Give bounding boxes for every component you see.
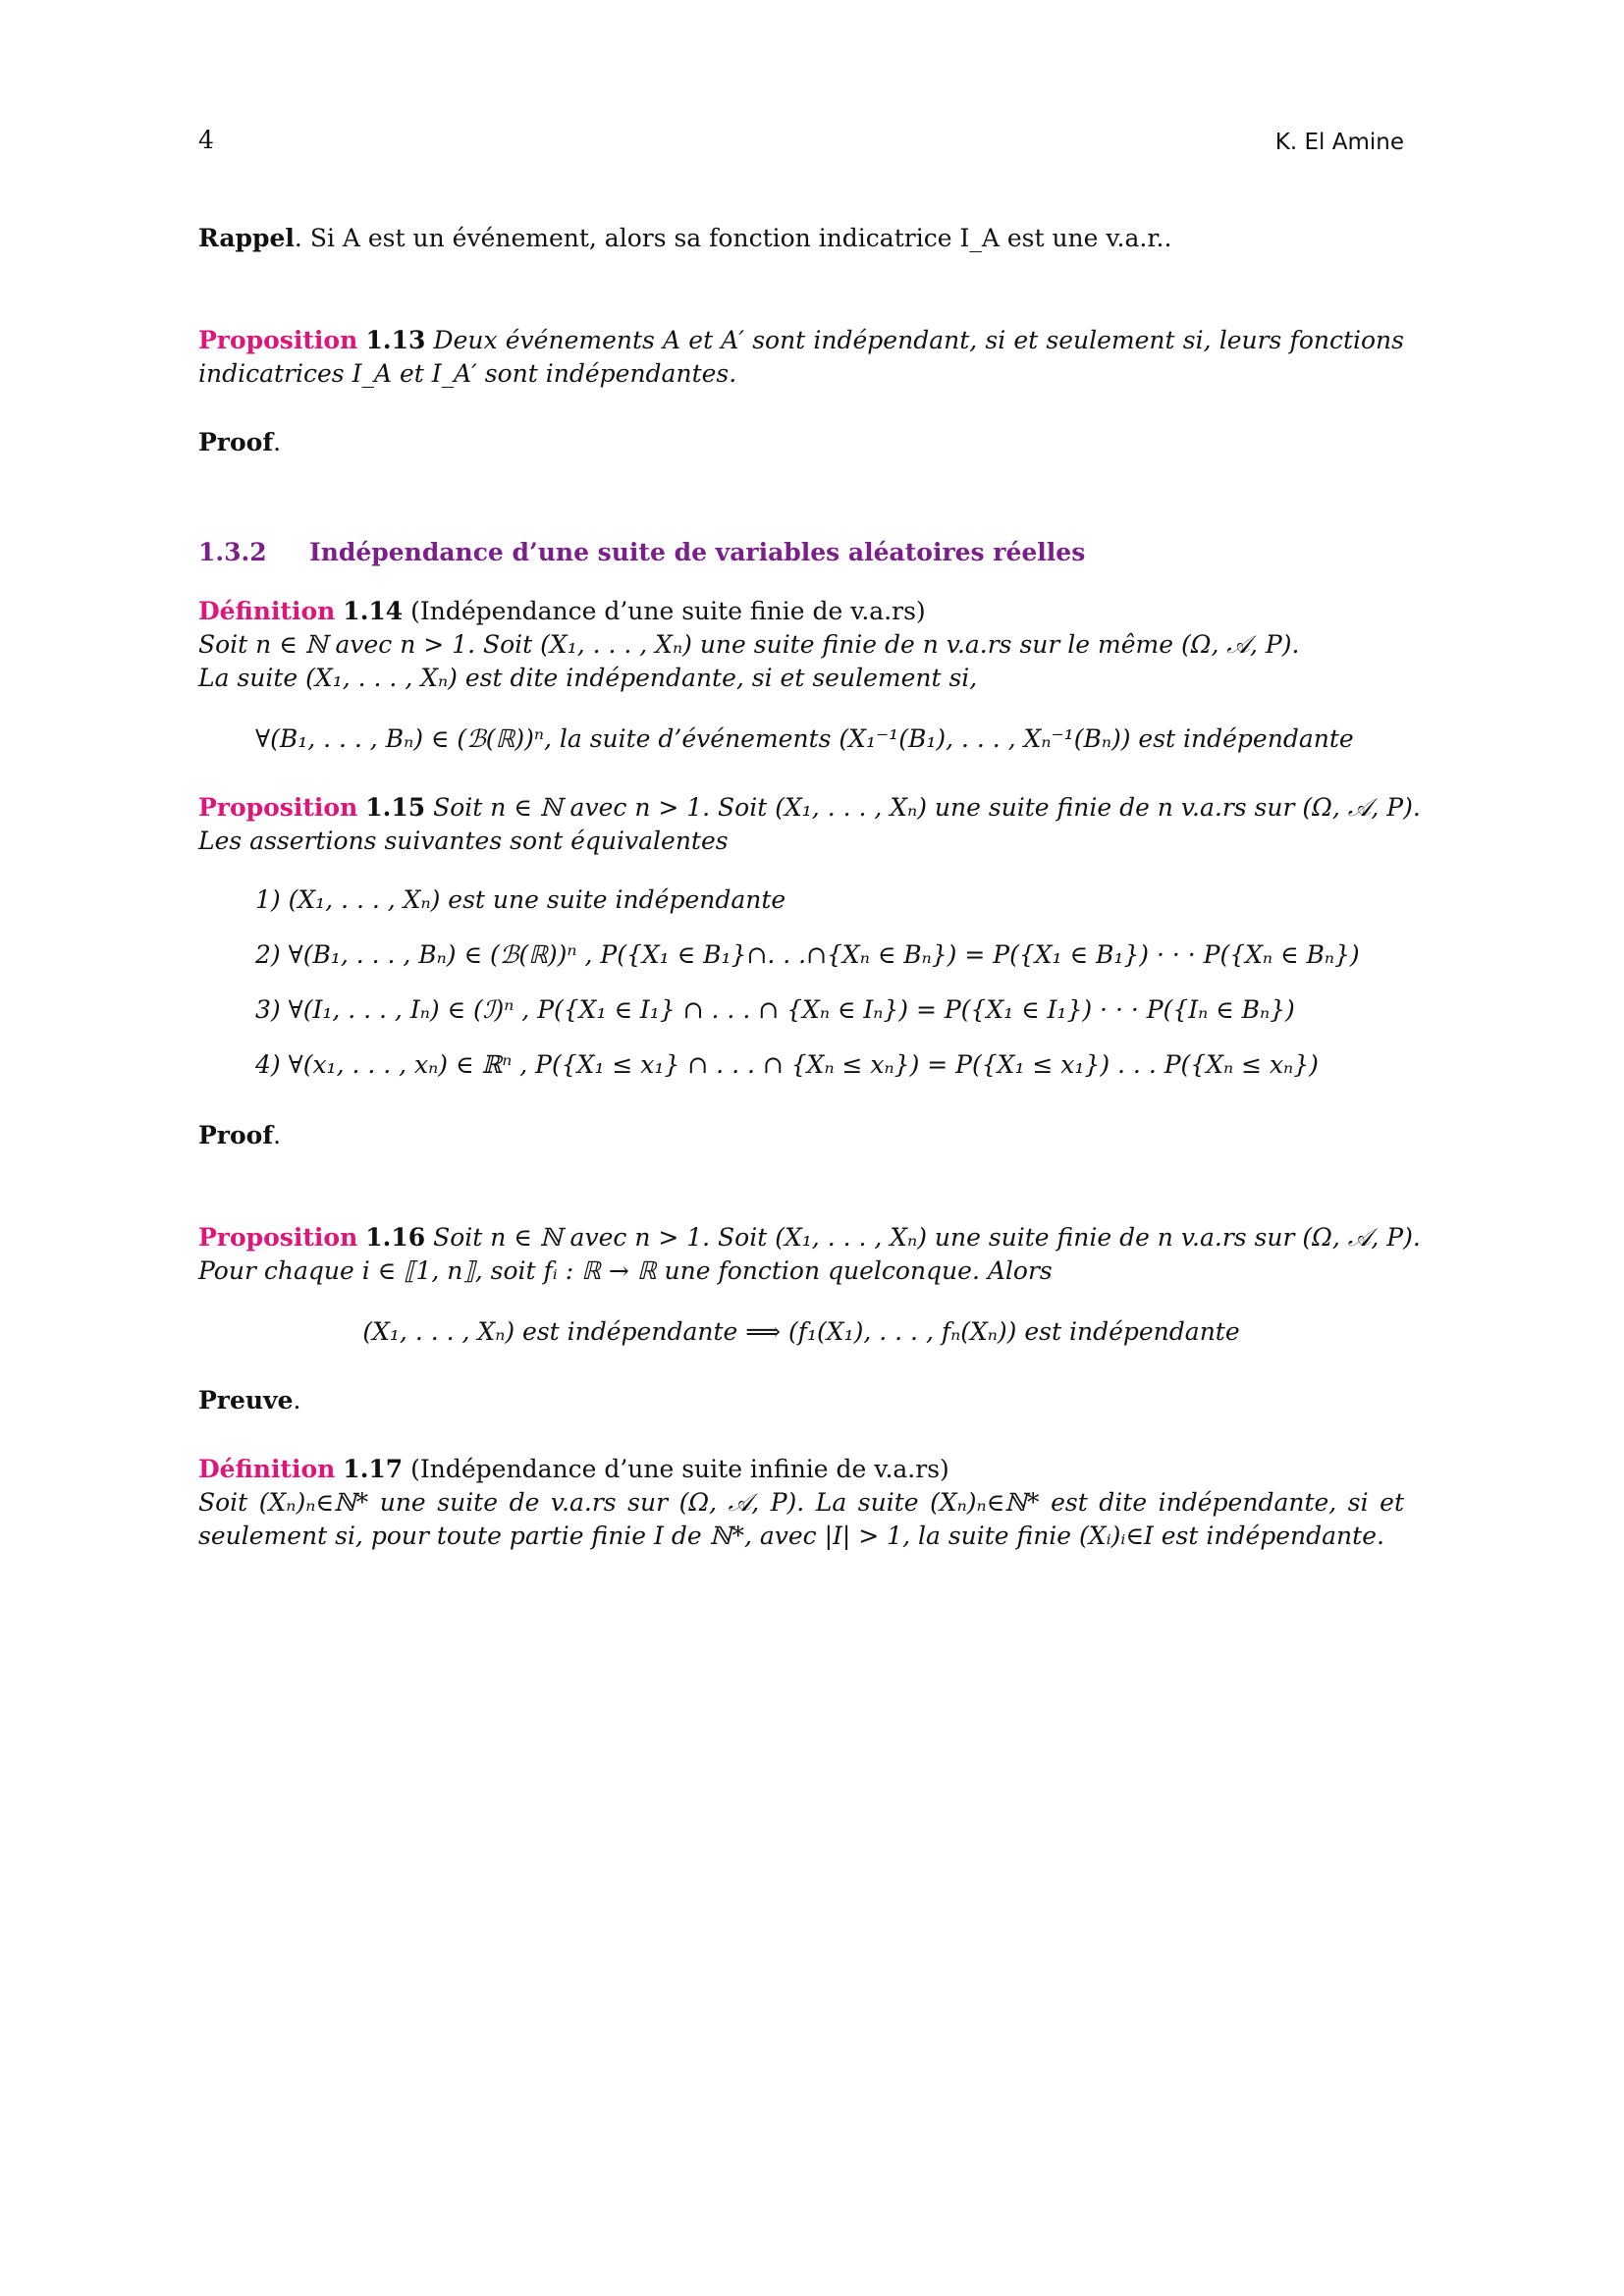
def-1-14-display: ∀(B₁, . . . , Bₙ) ∈ (ℬ(ℝ))ⁿ, la suite d’événements (X₁⁻¹(B₁), . . . , Xₙ⁻¹(Bₙ)) est indépendante xyxy=(255,724,1354,753)
prop-1-16-text1: Soit n ∈ ℕ avec n > 1. Soit (X₁, . . . , Xₙ) une suite finie de n v.a.rs sur (Ω, 𝒜, P). xyxy=(433,1223,1421,1252)
section-title: Indépendance d’une suite de variables aléatoires réelles xyxy=(309,538,1086,566)
prop-1-13-label: Proposition xyxy=(198,326,358,354)
rappel-text: . Si A est un événement, alors sa fonction indicatrice I_A est une v.a.r.. xyxy=(294,224,1172,252)
prop-1-15-text1: Soit n ∈ ℕ avec n > 1. Soit (X₁, . . . , Xₙ) une suite finie de n v.a.rs sur (Ω, 𝒜, P). xyxy=(433,793,1421,822)
prop-1-16-label: Proposition xyxy=(198,1223,358,1252)
def-1-17-number: 1.17 xyxy=(343,1455,404,1483)
prop-1-16-line2: Pour chaque i ∈ ⟦1, n⟧, soit fᵢ : ℝ → ℝ une fonction quelconque. Alors xyxy=(198,1256,1053,1285)
def-1-17-heading xyxy=(198,1453,949,1486)
preuve-dot: . xyxy=(293,1386,301,1415)
def-1-14-label: Définition xyxy=(198,597,336,625)
proof-2-label: Proof xyxy=(198,1121,274,1149)
def-1-14-line1: Soit n ∈ ℕ avec n > 1. Soit (X₁, . . . , Xₙ) une suite finie de n v.a.rs sur le même (Ω, 𝒜, P). xyxy=(198,630,1300,659)
prop-1-15-item-4: 4) ∀(x₁, . . . , xₙ) ∈ ℝⁿ , P({X₁ ≤ x₁} ∩ . . . ∩ {Xₙ ≤ xₙ}) = P({X₁ ≤ x₁}) . . . P({Xₙ ≤ xₙ}) xyxy=(255,1050,1319,1079)
rappel-paragraph xyxy=(198,222,1171,255)
def-1-14-heading xyxy=(198,595,926,628)
proof-1-dot: . xyxy=(273,428,282,456)
prop-1-15-label: Proposition xyxy=(198,793,358,822)
page-number: 4 xyxy=(198,126,214,154)
def-1-14-title: (Indépendance d’une suite finie de v.a.rs) xyxy=(410,597,926,625)
def-1-17-line1: Soit (Xₙ)ₙ∈ℕ* une suite de v.a.rs sur (Ω, 𝒜, P). La suite (Xₙ)ₙ∈ℕ* est dite indépendante, si et xyxy=(198,1488,1404,1517)
def-1-17-line2: seulement si, pour toute partie finie I de ℕ*, avec |I| > 1, la suite finie (Xᵢ)ᵢ∈I est indépendante. xyxy=(198,1522,1384,1550)
preuve-label: Preuve xyxy=(198,1386,294,1415)
prop-1-13-text2: indicatrices I_A et I_A′ sont indépendantes. xyxy=(198,359,737,388)
def-1-14-line2: La suite (X₁, . . . , Xₙ) est dite indépendante, si et seulement si, xyxy=(198,664,978,692)
proof-2-dot: . xyxy=(273,1121,282,1149)
prop-1-16-display: (X₁, . . . , Xₙ) est indépendante ⟹ (f₁(X₁), . . . , fₙ(Xₙ)) est indépendante xyxy=(362,1317,1240,1346)
prop-1-15-line2: Les assertions suivantes sont équivalentes xyxy=(198,827,729,855)
prop-1-13-number: 1.13 xyxy=(365,326,426,354)
def-1-17-label: Définition xyxy=(198,1455,336,1483)
def-1-14-number: 1.14 xyxy=(343,597,404,625)
rappel-label: Rappel xyxy=(198,224,295,252)
running-header-author: K. El Amine xyxy=(1274,130,1404,155)
prop-1-16-number: 1.16 xyxy=(365,1223,426,1252)
proof-2 xyxy=(198,1119,281,1152)
proof-1-label: Proof xyxy=(198,428,274,456)
prop-1-13-line1 xyxy=(198,324,1404,357)
proof-1 xyxy=(198,426,281,459)
prop-1-15-number: 1.15 xyxy=(365,793,426,822)
section-number: 1.3.2 xyxy=(198,538,267,566)
prop-1-15-item-3: 3) ∀(I₁, . . . , Iₙ) ∈ (ℐ)ⁿ , P({X₁ ∈ I₁} ∩ . . . ∩ {Xₙ ∈ Iₙ}) = P({X₁ ∈ I₁}) · · · P({Iₙ ∈ Bₙ}) xyxy=(255,995,1295,1024)
prop-1-15-item-1: 1) (X₁, . . . , Xₙ) est une suite indépendante xyxy=(255,885,786,914)
prop-1-16-line1 xyxy=(198,1221,1421,1255)
section-heading xyxy=(198,536,1085,569)
prop-1-15-item-2: 2) ∀(B₁, . . . , Bₙ) ∈ (ℬ(ℝ))ⁿ , P({X₁ ∈ B₁}∩. . .∩{Xₙ ∈ Bₙ}) = P({X₁ ∈ B₁}) · · · P({Xₙ ∈ Bₙ}) xyxy=(255,940,1360,969)
def-1-17-title: (Indépendance d’une suite infinie de v.a.rs) xyxy=(410,1455,949,1483)
preuve xyxy=(198,1384,300,1417)
prop-1-13-text1: Deux événements A et A′ sont indépendant, si et seulement si, leurs fonctions xyxy=(433,326,1404,354)
prop-1-15-line1 xyxy=(198,791,1421,825)
